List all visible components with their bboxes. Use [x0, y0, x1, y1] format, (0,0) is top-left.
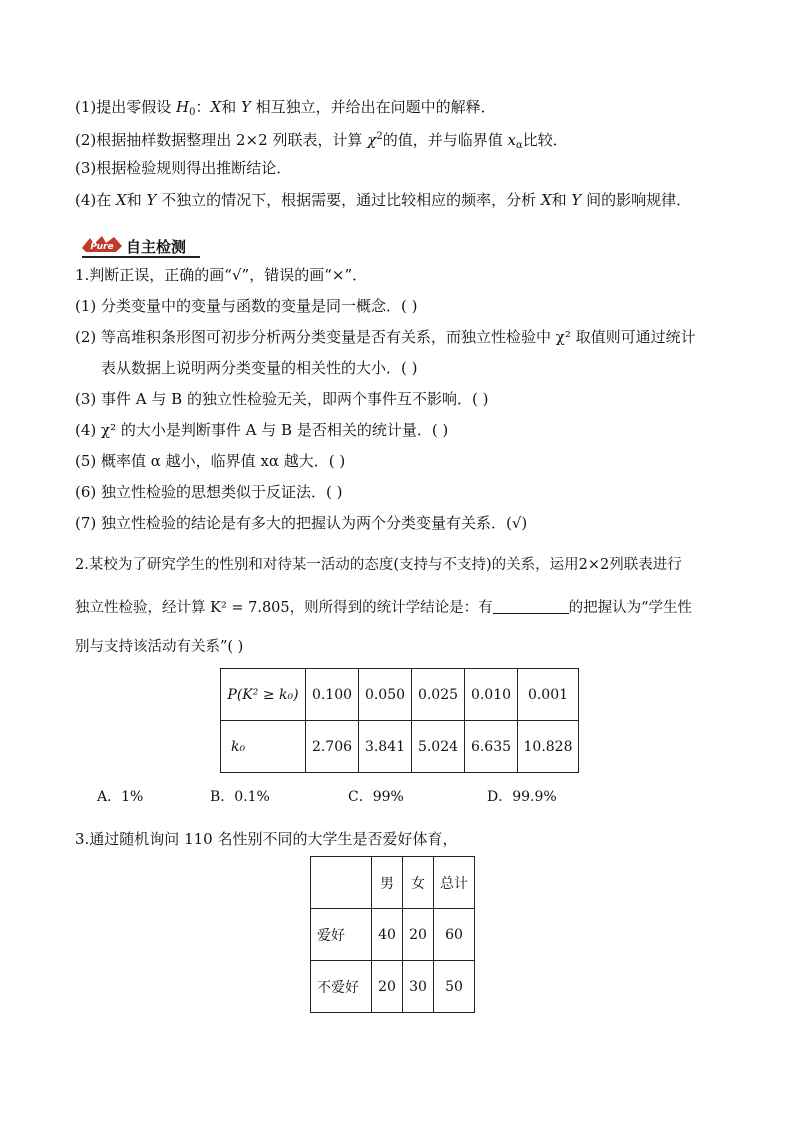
table-cell: 10.828	[518, 721, 579, 773]
q3-title: 3.通过随机询问 110 名性别不同的大学生是否爱好体育，	[75, 830, 458, 848]
step-1	[75, 97, 496, 123]
table-cell: 6.635	[465, 721, 518, 773]
x-symbol: X	[540, 191, 552, 209]
x-alpha-symbol: x	[507, 131, 516, 149]
q1-item-6: (6) 独立性检验的思想类似于反证法．( )	[75, 483, 343, 501]
step-4-post: 间的影响规律．	[581, 191, 692, 209]
q1-item-3: (3) 事件 A 与 B 的独立性检验无关，即两个事件互不影响．( )	[75, 390, 489, 408]
chi-superscript: 2	[376, 131, 383, 142]
step-1-post: 相互独立，并给出在问题中的解释．	[250, 98, 496, 116]
table-cell: 0.050	[359, 669, 412, 721]
option-c[interactable]: C．99%	[348, 789, 404, 805]
option-d[interactable]: D．99.9%	[487, 789, 557, 805]
table-row	[311, 857, 475, 909]
q1-item-1: (1) 分类变量中的变量与函数的变量是同一概念．( )	[75, 297, 418, 315]
alpha-subscript: α	[515, 140, 523, 151]
q1-title: 1.判断正误，正确的画“√”，错误的画“×”．	[75, 266, 368, 284]
table-cell: 60	[434, 909, 475, 961]
heading-underline	[82, 256, 200, 258]
table-cell: 50	[434, 961, 475, 1013]
table-row-label: 不爱好	[311, 961, 372, 1013]
table-cell: 20	[403, 909, 434, 961]
step-1-colon: ：	[195, 98, 211, 116]
table-cell: 2.706	[306, 721, 359, 773]
table-cell: 3.841	[359, 721, 412, 773]
answer-blank[interactable]	[493, 599, 569, 614]
option-a[interactable]: A．1%	[97, 789, 144, 805]
table-cell: 0.100	[306, 669, 359, 721]
contingency-table	[310, 856, 475, 1013]
y-symbol: Y	[571, 191, 582, 209]
table-cell: 0.025	[412, 669, 465, 721]
h-symbol: H	[176, 98, 190, 116]
step-1-and: 和	[221, 98, 241, 116]
table-cell: 30	[403, 961, 434, 1013]
step-1-pre: (1)提出零假设	[75, 98, 177, 116]
step-4-c: 和	[551, 191, 572, 209]
q2-line-2-pre: 独立性检验，经计算 K² = 7.805，则所得到的统计学结论是：有	[75, 600, 493, 616]
table-cell: 20	[372, 961, 403, 1013]
q2-line-2	[75, 598, 692, 618]
table-cell: 40	[372, 909, 403, 961]
option-b[interactable]: B．0.1%	[210, 789, 270, 805]
table-cell: 5.024	[412, 721, 465, 773]
table-header-cell: 总计	[434, 857, 475, 909]
table-header-cell: 男	[372, 857, 403, 909]
q1-item-2: (2) 等高堆积条形图可初步分析两分类变量是否有关系，而独立性检验中 χ² 取值则可通过统计	[75, 328, 696, 346]
step-4-a: 和	[126, 191, 147, 209]
table-row-label: 爱好	[311, 909, 372, 961]
step-3: (3)根据检验规则得出推断结论．	[75, 159, 292, 177]
step-2-mid: 的值，并与临界值	[382, 131, 508, 149]
q2-line-3: 别与支持该活动有关系”( )	[75, 639, 244, 655]
table-row	[221, 669, 579, 721]
table-row	[311, 961, 475, 1013]
critical-value-table	[220, 668, 579, 773]
chi-symbol: χ	[367, 131, 377, 149]
table-row	[311, 909, 475, 961]
x-symbol: X	[116, 191, 127, 209]
badge-text: Pure	[90, 242, 114, 252]
q2-line-1: 2.某校为了研究学生的性别和对待某一活动的态度(支持与不支持)的关系，运用2×2列联表进行	[75, 557, 682, 573]
table-cell: 0.010	[465, 669, 518, 721]
y-symbol: Y	[240, 98, 251, 116]
section-title: 自主检测	[126, 238, 187, 256]
step-2-pre: (2)根据抽样数据整理出 2×2 列联表，计算	[75, 131, 368, 149]
table-cell-label: k₀	[221, 721, 306, 773]
q1-item-4: (4) χ² 的大小是判断事件 A 与 B 是否相关的统计量．( )	[75, 421, 449, 439]
step-4-b: 不独立的情况下，根据需要，通过比较相应的频率，分析	[156, 191, 541, 209]
table-row	[221, 721, 579, 773]
q1-item-2-cont: 表从数据上说明两分类变量的相关性的大小．( )	[101, 359, 418, 377]
q1-item-7: (7) 独立性检验的结论是有多大的把握认为两个分类变量有关系．(√)	[75, 514, 528, 532]
step-4-pre: (4)在	[75, 191, 117, 209]
q2-line-2-post: 的把握认为“学生性	[568, 600, 693, 616]
y-symbol: Y	[146, 191, 157, 209]
table-cell	[311, 857, 372, 909]
table-cell-label: P(K² ≥ k₀)	[221, 669, 306, 721]
table-header-cell: 女	[403, 857, 434, 909]
x-symbol: X	[210, 98, 222, 116]
step-4	[75, 190, 691, 210]
q1-item-5: (5) 概率值 α 越小，临界值 xα 越大．( )	[75, 452, 346, 470]
step-2	[75, 127, 568, 156]
step-2-post: 比较．	[522, 131, 568, 149]
h-subscript: 0	[189, 107, 196, 118]
section-badge-icon	[80, 234, 124, 254]
table-cell: 0.001	[518, 669, 579, 721]
